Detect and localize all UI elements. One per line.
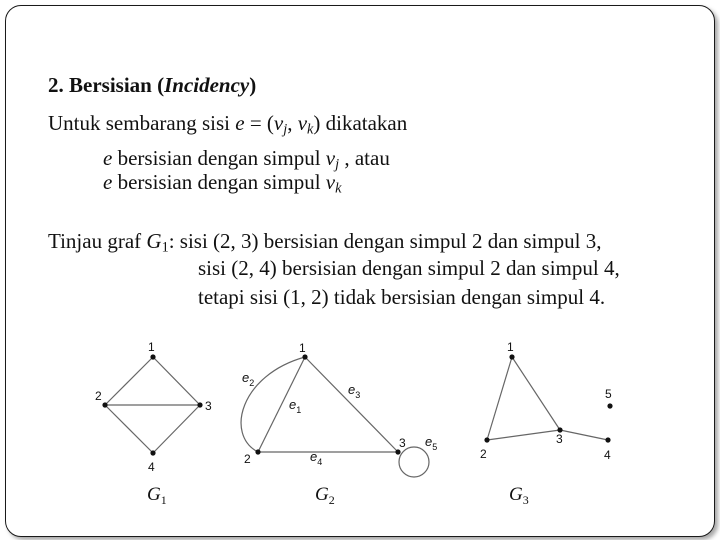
graph-g3	[480, 340, 613, 507]
g3-label-1: 1	[507, 340, 514, 354]
g2-label-2: 2	[244, 452, 251, 466]
g2-edge-e1: $e_1$	[289, 397, 302, 415]
section-heading: 2. Bersisian (Incidency)	[48, 73, 257, 97]
g1-caption: $G_1$	[147, 484, 167, 507]
g2-label-3: 3	[399, 436, 406, 450]
g3-label-4: 4	[604, 448, 611, 462]
g2-edge-e2: $e_2$	[242, 370, 255, 388]
g3-vertex-2	[484, 437, 489, 442]
definition-case-1: e bersisian dengan simpul $v_j$ , atau	[103, 146, 390, 173]
g2-edge-e4: $e_4$	[310, 449, 323, 467]
g1-label-3: 3	[205, 399, 212, 413]
g1-vertex-4	[150, 450, 155, 455]
definition-intro: Untuk sembarang sisi $e = (v_j$, $v_k$) dikatakan	[48, 111, 408, 138]
g1-label-1: 1	[148, 340, 155, 354]
g3-label-5: 5	[605, 387, 612, 401]
g2-edge-e3: $e_3$	[348, 382, 361, 400]
graph-g2	[241, 341, 437, 507]
definition-case-2: e bersisian dengan simpul $v_k$	[103, 170, 342, 197]
g2-vertex-2	[255, 449, 260, 454]
g1-vertex-1	[150, 354, 155, 359]
g1-vertex-2	[102, 402, 107, 407]
example-line-1: Tinjau graf $G_1$: sisi (2, 3) bersisian dengan simpul 2 dan simpul 3,	[48, 229, 602, 256]
g3-vertex-1	[509, 354, 514, 359]
graph-g1	[95, 340, 212, 507]
g3-label-3: 3	[556, 432, 563, 446]
example-line-3: tetapi sisi (1, 2) tidak bersisian dengan simpul 4.	[198, 285, 606, 309]
g3-caption: $G_3$	[509, 484, 529, 507]
g3-vertex-5	[607, 403, 612, 408]
g1-label-4: 4	[148, 460, 155, 474]
g3-vertex-4	[605, 437, 610, 442]
g3-label-2: 2	[480, 447, 487, 461]
g2-vertex-3	[395, 449, 400, 454]
g2-label-1: 1	[299, 341, 306, 355]
g2-vertex-1	[302, 354, 307, 359]
example-line-2: sisi (2, 4) bersisian dengan simpul 2 dan simpul 4,	[198, 256, 620, 280]
g2-caption: $G_2$	[315, 484, 335, 507]
g1-vertex-3	[197, 402, 202, 407]
g1-label-2: 2	[95, 389, 102, 403]
g2-edge-e5: $e_5$	[425, 434, 438, 452]
